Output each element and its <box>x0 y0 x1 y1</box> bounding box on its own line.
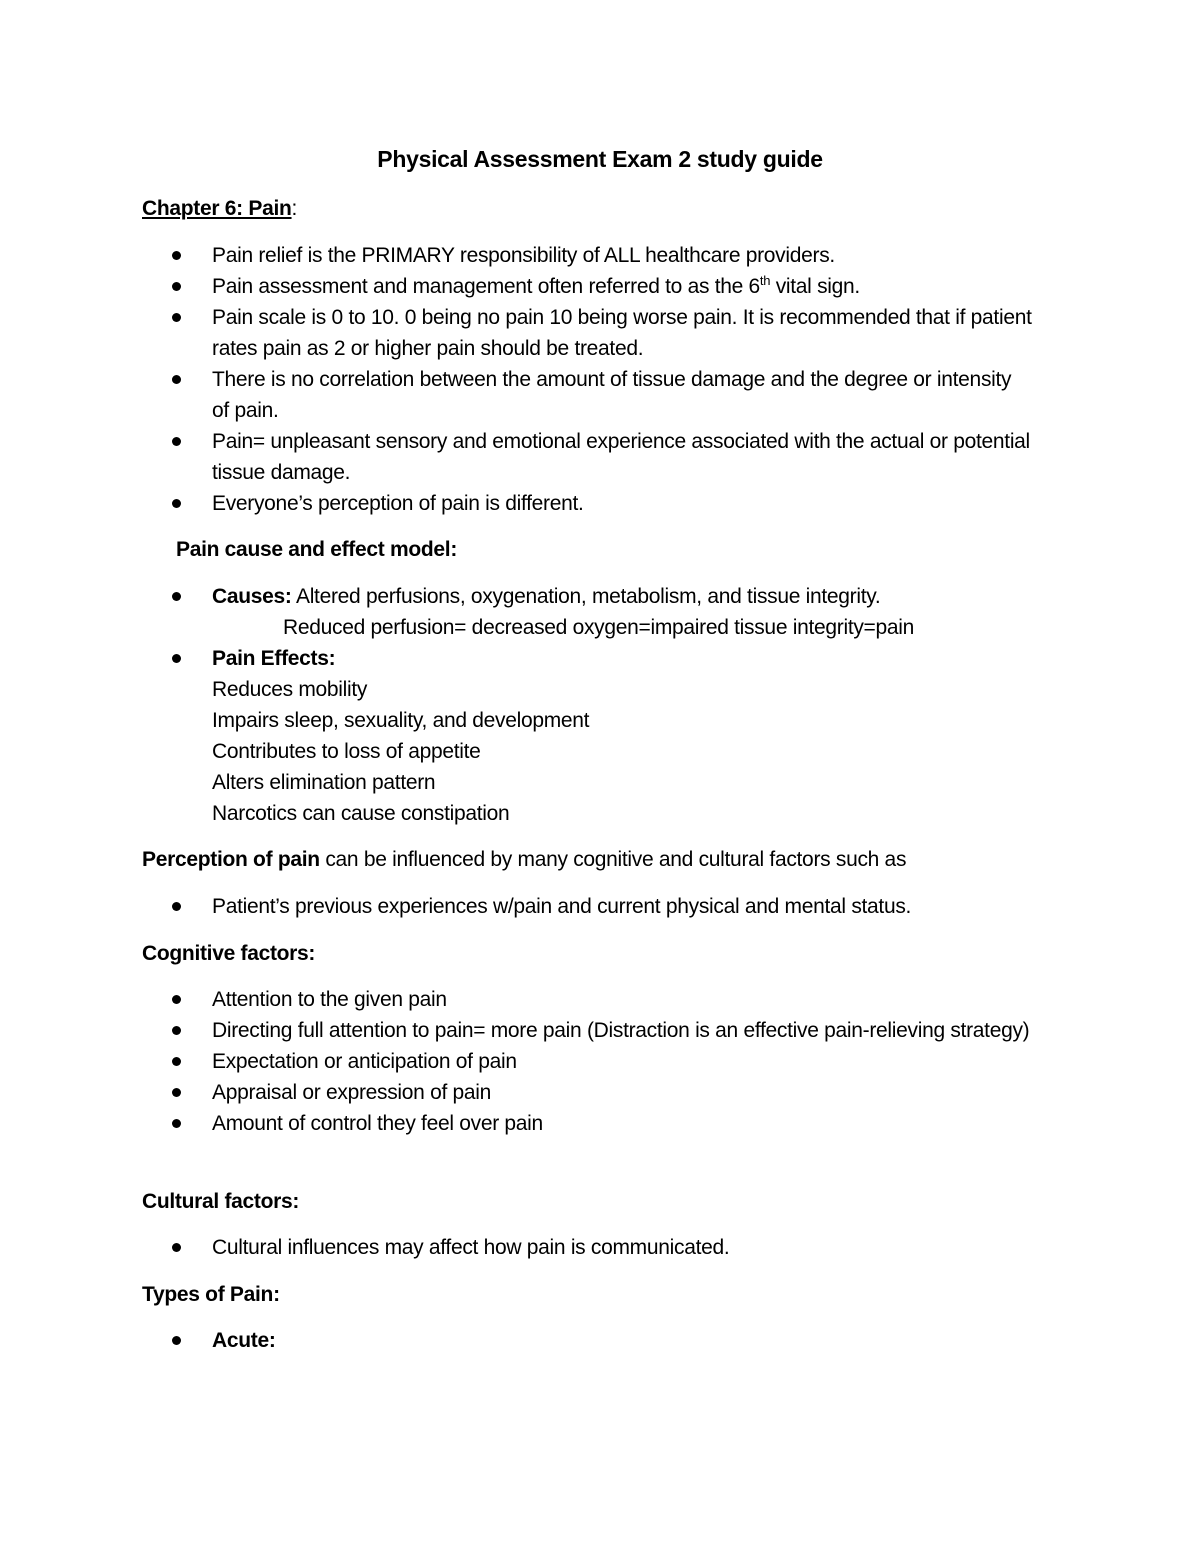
effect-item: Contributes to loss of appetite <box>212 740 481 763</box>
bullet-dot-icon <box>172 995 181 1004</box>
list-item: Pain relief is the PRIMARY responsibility of ALL healthcare providers. <box>172 240 1032 271</box>
causes-label: Causes: <box>212 585 292 608</box>
bullet-dot-icon <box>172 1057 181 1066</box>
cognitive-heading: Cognitive factors: <box>142 942 316 965</box>
bullet-dot-icon <box>172 282 181 291</box>
bullet-dot-icon <box>172 499 181 508</box>
bullet-dot-icon <box>172 437 181 446</box>
bullet-dot-icon <box>172 1119 181 1128</box>
bullet-dot-icon <box>172 251 181 260</box>
effect-item: Narcotics can cause constipation <box>212 802 510 825</box>
list-item: Causes: Altered perfusions, oxygenation, metabolism, and tissue integrity. Reduced perfusion= decreased oxygen=impaired tissue integrity=pain <box>172 581 1032 643</box>
cultural-heading: Cultural factors: <box>142 1190 300 1213</box>
effects-label: Pain Effects: <box>212 647 336 670</box>
list-item: Cultural influences may affect how pain is communicated. <box>172 1232 1032 1263</box>
types-heading: Types of Pain: <box>142 1283 280 1306</box>
list-item: Amount of control they feel over pain <box>172 1108 1032 1139</box>
bullet-dot-icon <box>172 375 181 384</box>
list-item: Pain assessment and management often referred to as the 6th vital sign. <box>172 271 1032 302</box>
list-item: There is no correlation between the amount of tissue damage and the degree or intensity of pain. <box>172 364 1032 426</box>
chapter-label: Chapter 6: Pain <box>142 197 292 220</box>
bullet-dot-icon <box>172 902 181 911</box>
model-bullet-list <box>172 581 1032 829</box>
effect-item: Alters elimination pattern <box>212 771 436 794</box>
bullet-dot-icon <box>172 1336 181 1345</box>
bullet-dot-icon <box>172 1026 181 1035</box>
perception-bold: Perception of pain <box>142 848 320 871</box>
list-item: Attention to the given pain <box>172 984 1032 1015</box>
list-item: Appraisal or expression of pain <box>172 1077 1032 1108</box>
bullet-dot-icon <box>172 654 181 663</box>
list-item: Directing full attention to pain= more pain (Distraction is an effective pain-relieving strategy) <box>172 1015 1032 1046</box>
effect-item: Reduces mobility <box>212 678 368 701</box>
list-item: Everyone’s perception of pain is different. <box>172 488 1032 519</box>
bullet-dot-icon <box>172 1088 181 1097</box>
list-item: Expectation or anticipation of pain <box>172 1046 1032 1077</box>
list-item: Acute: <box>172 1325 1032 1356</box>
document-title: Physical Assessment Exam 2 study guide <box>377 146 823 172</box>
chapter-heading <box>142 193 297 224</box>
bullet-dot-icon <box>172 592 181 601</box>
types-bullet-list <box>172 1325 1032 1356</box>
list-item: Pain= unpleasant sensory and emotional experience associated with the actual or potential tissue damage. <box>172 426 1032 488</box>
perception-bullet-list <box>172 891 1032 922</box>
model-heading: Pain cause and effect model: <box>176 538 458 561</box>
list-item: Pain scale is 0 to 10. 0 being no pain 10 being worse pain. It is recommended that if patient rates pain as 2 or higher pain should be treated. <box>172 302 1032 364</box>
causes-chain: Reduced perfusion= decreased oxygen=impaired tissue integrity=pain <box>283 616 915 639</box>
superscript: th <box>759 273 771 288</box>
bullet-dot-icon <box>172 313 181 322</box>
chapter-colon: : <box>291 197 298 220</box>
cultural-bullet-list <box>172 1232 1032 1263</box>
chapter-bullet-list <box>172 240 1032 519</box>
list-item <box>172 643 1032 829</box>
effect-item: Impairs sleep, sexuality, and development <box>212 709 590 732</box>
cognitive-bullet-list <box>172 984 1032 1139</box>
bullet-dot-icon <box>172 1243 181 1252</box>
perception-paragraph: Perception of pain can be influenced by many cognitive and cultural factors such as <box>142 848 907 871</box>
list-item: Patient’s previous experiences w/pain and current physical and mental status. <box>172 891 1032 922</box>
